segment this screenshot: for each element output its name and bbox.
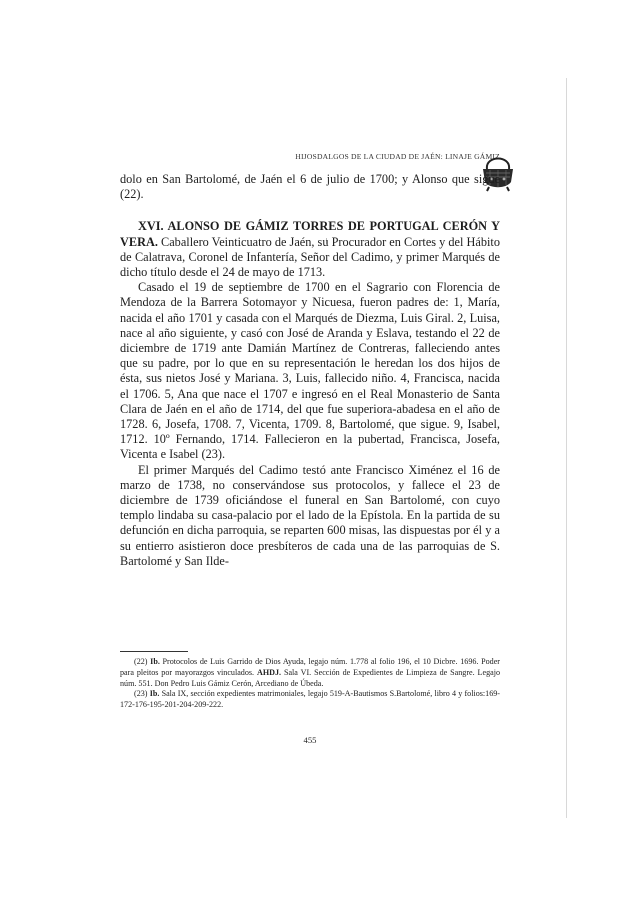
running-header: HIJOSDALGOS DE LA CIUDAD DE JAÉN: LINAJE GÁMIZ xyxy=(295,152,500,161)
paragraph-children: Casado el 19 de septiembre de 1700 en el Sagrario con Florencia de Mendoza de la Barrera Sotomayor y Nicuesa, fueron padres de: 1, María, nacida el año 1701 y casada con el Marqués de Diezma, Luis Giral. 2, Luisa, nace al año siguiente, y casó con José de Aranda y Eslava, testando el 22 de diciembre de 1719 ante Damián Martínez de Contreras, falleciendo antes que su padre, por lo que en su representación le heredan los dos hijos de ésta, sus nietos José y Mariana. 3, Luis, fallecido niño. 4, Francisca, nacida el 1706. 5, Ana que nace el 1707 e ingresó en el Real Monasterio de Santa Clara de Jaén en el año de 1714, del que fue superiora-abadesa en el año de 1728. 6, Josefa, 1708. 7, Vicenta, 1709. 8, Bartolomé, que sigue. 9, Isabel, 1712. 10º Fernando, 1714. Fallecieron en la pubertad, Francisca, Josefa, Vicenta e Isabel (23). xyxy=(120,280,500,462)
section-heading: XVI. ALONSO DE GÁMIZ TORRES DE PORTUGAL CERÓN Y VERA. xyxy=(120,219,500,249)
footnote-abbr: Ib. xyxy=(149,689,160,699)
footnotes xyxy=(120,657,500,711)
section-paragraph xyxy=(120,219,500,280)
footnote-text: Sala VI. Sección de Expedientes de Limpieza de Sangre. Legajo núm. 551. Don Pedro Luis Gámiz Cerón, Arcediano de Úbeda. xyxy=(120,667,501,688)
main-text xyxy=(120,172,500,569)
footnote-text: Protocolos de Luis Garrido de Dios Ayuda, legajo núm. 1.778 al folio 196, el 10 Dicbre. 1696. Poder para pleitos por mayorazgos vinculados. xyxy=(120,657,500,677)
scan-edge-line xyxy=(566,78,567,818)
footnote-22 xyxy=(120,657,500,689)
footnote-number: (23) xyxy=(134,689,148,699)
footnote-rule xyxy=(120,651,188,652)
footnote-text: Sala IX, sección expedientes matrimoniales, legajo 519-A-Bautismos S.Bartolomé, libro 4 y folios:169-172-176-195-201-204-209-222. xyxy=(120,689,500,710)
footnote-abbr: Ib. xyxy=(150,657,160,666)
page-number: 455 xyxy=(303,735,317,745)
paragraph-testament: El primer Marqués del Cadimo testó ante Francisco Ximénez el 16 de marzo de 1738, no conservándose sus protocolos, y fallece el 23 de diciembre de 1739 oficiándose el funeral en San Bartolomé, con cuyo templo lindaba su casa-palacio por el lado de la Epístola. En la partida de su defunción en dicha parroquia, se reparten 600 misas, las dispuestas por él y a su entierro asistieron doce presbíteros de cada una de las parroquias de S. Bartolomé y San Ilde- xyxy=(120,462,500,568)
paragraph-continuation: dolo en San Bartolomé, de Jaén el 6 de julio de 1700; y Alonso que sigue (22). xyxy=(120,172,500,202)
footnote-abbr: AHDJ. xyxy=(257,667,282,677)
section-intro: Caballero Veinticuatro de Jaén, su Procurador en Cortes y del Hábito de Calatrava, Coronel de Infantería, Señor del Cadimo, y primer Marqués de dicho título desde el 24 de mayo de 1713. xyxy=(120,234,500,280)
footnote-number: (22) xyxy=(134,657,148,666)
footnote-23 xyxy=(120,689,500,711)
